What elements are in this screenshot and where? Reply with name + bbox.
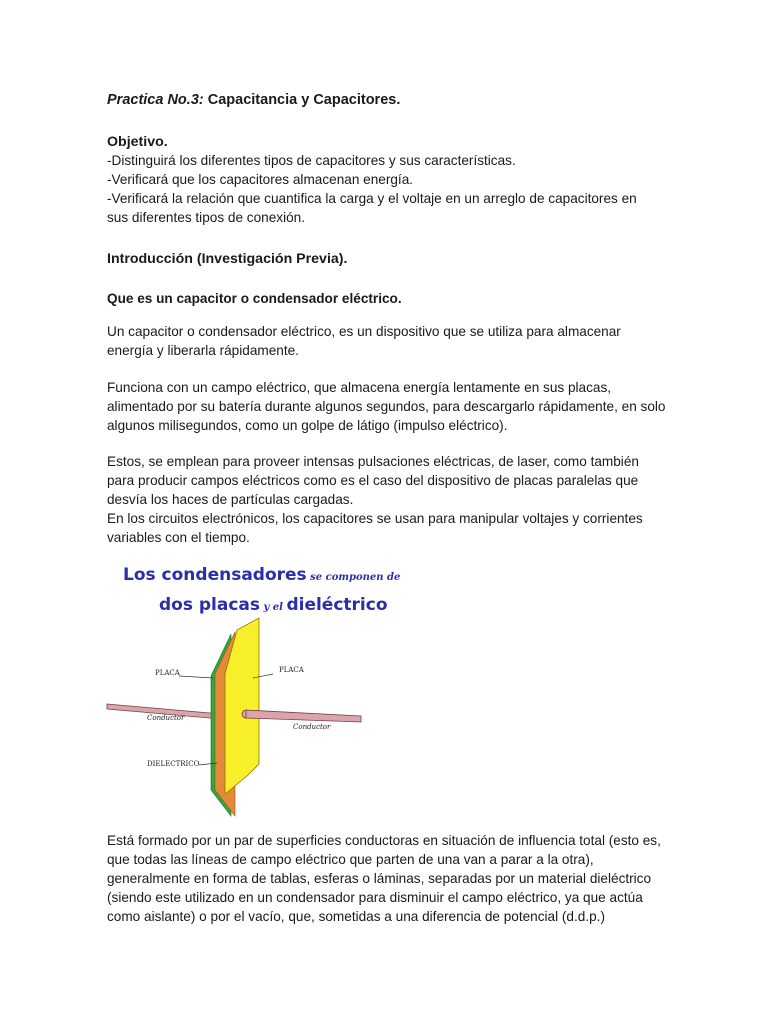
title-text: Capacitancia y Capacitores.: [203, 92, 401, 108]
capacitor-diagram: [103, 558, 401, 806]
objetivo-item: sus diferentes tipos de conexión.: [107, 210, 305, 225]
figure-title-a: Los condensadores: [123, 565, 307, 585]
question-heading: Que es un capacitor o condensador eléctrico.: [107, 291, 402, 306]
objetivo-heading: Objetivo.: [107, 134, 168, 150]
objetivo-item: -Verificará la relación que cuantifica la carga y el voltaje en un arreglo de capacitores en: [107, 191, 637, 206]
figure-title-b: se componen de: [306, 572, 401, 583]
label-conductor-left: Conductor: [147, 714, 185, 722]
paragraph-4: En los circuitos electrónicos, los capacitores se usan para manipular voltajes y corrientes variables con el tiempo.: [107, 511, 643, 545]
figure-title-e: dieléctrico: [286, 595, 388, 615]
right-conductor-wire: [246, 710, 361, 722]
label-conductor-right: Conductor: [293, 723, 331, 731]
objetivo-item: -Verificará que los capacitores almacenan energía.: [107, 172, 414, 187]
title-prefix: Practica No.3:: [107, 92, 204, 108]
figure-title-d: y el: [260, 602, 287, 613]
capacitor-figure: [103, 558, 401, 806]
paragraph-5: Está formado por un par de superficies conductoras en situación de influencia total (esto es, que todas las líneas de campo eléctrico que parten de una van a parar a la otra), generalmente en forma de tablas, esferas o láminas, separadas por un material dieléctrico (siendo este utilizado en un condensador para disminuir el campo eléctrico, ya que actúa como aislante) o por el vacío, que, sometidas a una diferencia de potencial (d.d.p.): [107, 833, 661, 924]
paragraph-1: Un capacitor o condensador eléctrico, es un dispositivo que se utiliza para almacenar energía y liberarla rápidamente.: [107, 324, 621, 358]
objetivo-item: -Distinguirá los diferentes tipos de capacitores y sus características.: [107, 153, 516, 168]
svg-text:Los condensadores se componen: [123, 565, 400, 585]
label-placa-right: PLACA: [279, 666, 304, 674]
objetivo-list: [107, 151, 667, 227]
placa-left-leader: [179, 676, 213, 678]
paragraph-3: Estos, se emplean para proveer intensas pulsaciones eléctricas, de laser, como también para producir campos eléctricos como es el caso del dispositivo de placas paralelas que desvía los haces de partículas cargadas.: [107, 454, 639, 507]
label-dielectrico: DIELECTRICO: [147, 760, 200, 768]
page-title: [107, 91, 667, 110]
paragraph-2: Funciona con un campo eléctrico, que almacena energía lentamente en sus placas, alimentado por su batería durante algunos segundos, para descargarlo rápidamente, en solo algunos milisegundos, como un golpe de látigo (impulso eléctrico).: [107, 380, 666, 433]
introduccion-heading: Introducción (Investigación Previa).: [107, 251, 348, 267]
figure-title-c: dos placas: [159, 595, 261, 615]
label-placa-left: PLACA: [155, 669, 180, 677]
svg-text:dos placas y el dieléctrico: [159, 595, 388, 615]
